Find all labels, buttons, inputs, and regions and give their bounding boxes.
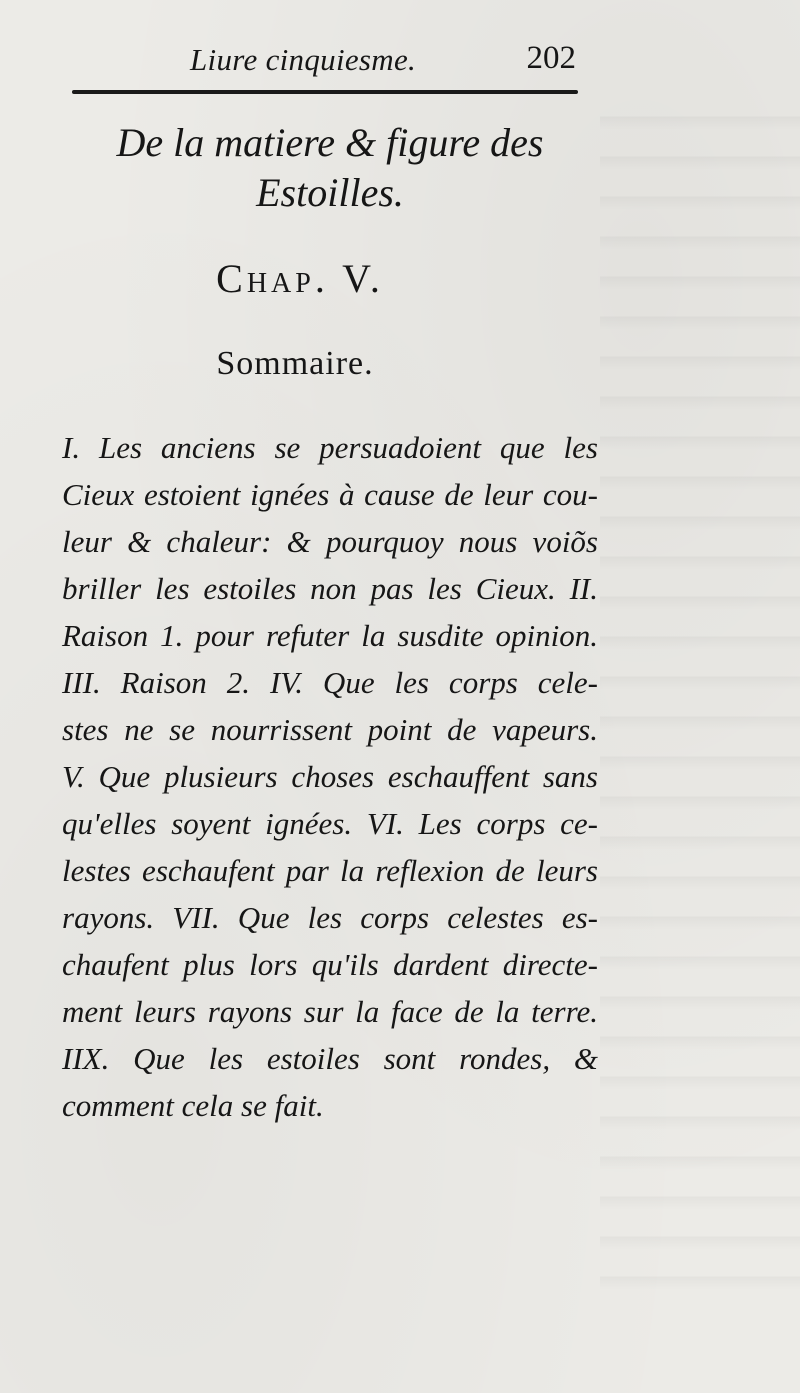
- summary-line: qu'elles soyent ignées. VI. Les corps ce-: [62, 806, 598, 841]
- running-head: Liure cinquiesme.: [190, 42, 417, 77]
- summary-line: III. Raison 2. IV. Que les corps cele-: [62, 665, 598, 700]
- summary-heading: Sommaire.: [216, 345, 374, 382]
- summary-line: chaufent plus lors qu'ils dardent directe-: [62, 947, 598, 982]
- summary-line: ment leurs rayons sur la face de la terre.: [62, 994, 598, 1029]
- summary-line: briller les estoiles non pas les Cieux. II.: [62, 571, 598, 606]
- summary-line: V. Que plusieurs choses eschauffent sans: [62, 759, 598, 794]
- page-header: [72, 38, 580, 78]
- chapter-title: [80, 118, 580, 218]
- page-number: 202: [526, 40, 576, 76]
- summary-line: lestes eschaufent par la reflexion de leurs: [62, 853, 598, 888]
- chapter-title-line-1: De la matiere & figure des: [116, 120, 544, 165]
- summary-line: comment cela se fait.: [62, 1088, 324, 1123]
- summary-text: [62, 424, 598, 1129]
- header-rule: [72, 90, 578, 94]
- summary-line: rayons. VII. Que les corps celestes es-: [62, 900, 598, 935]
- chapter-title-line-2: Estoilles.: [256, 170, 404, 215]
- chapter-number: Chap. V.: [216, 256, 384, 301]
- summary-line: stes ne se nourrissent point de vapeurs.: [62, 712, 598, 747]
- summary-line: I. Les anciens se persuadoient que les: [62, 430, 598, 465]
- show-through-text: [600, 90, 800, 1290]
- summary-line: Raison 1. pour refuter la susdite opinion.: [62, 618, 598, 653]
- summary-line: IIX. Que les estoiles sont rondes, &: [62, 1041, 598, 1076]
- summary-line: leur & chaleur: & pourquoy nous voiõs: [62, 524, 598, 559]
- summary-line: Cieux estoient ignées à cause de leur cou-: [62, 477, 598, 512]
